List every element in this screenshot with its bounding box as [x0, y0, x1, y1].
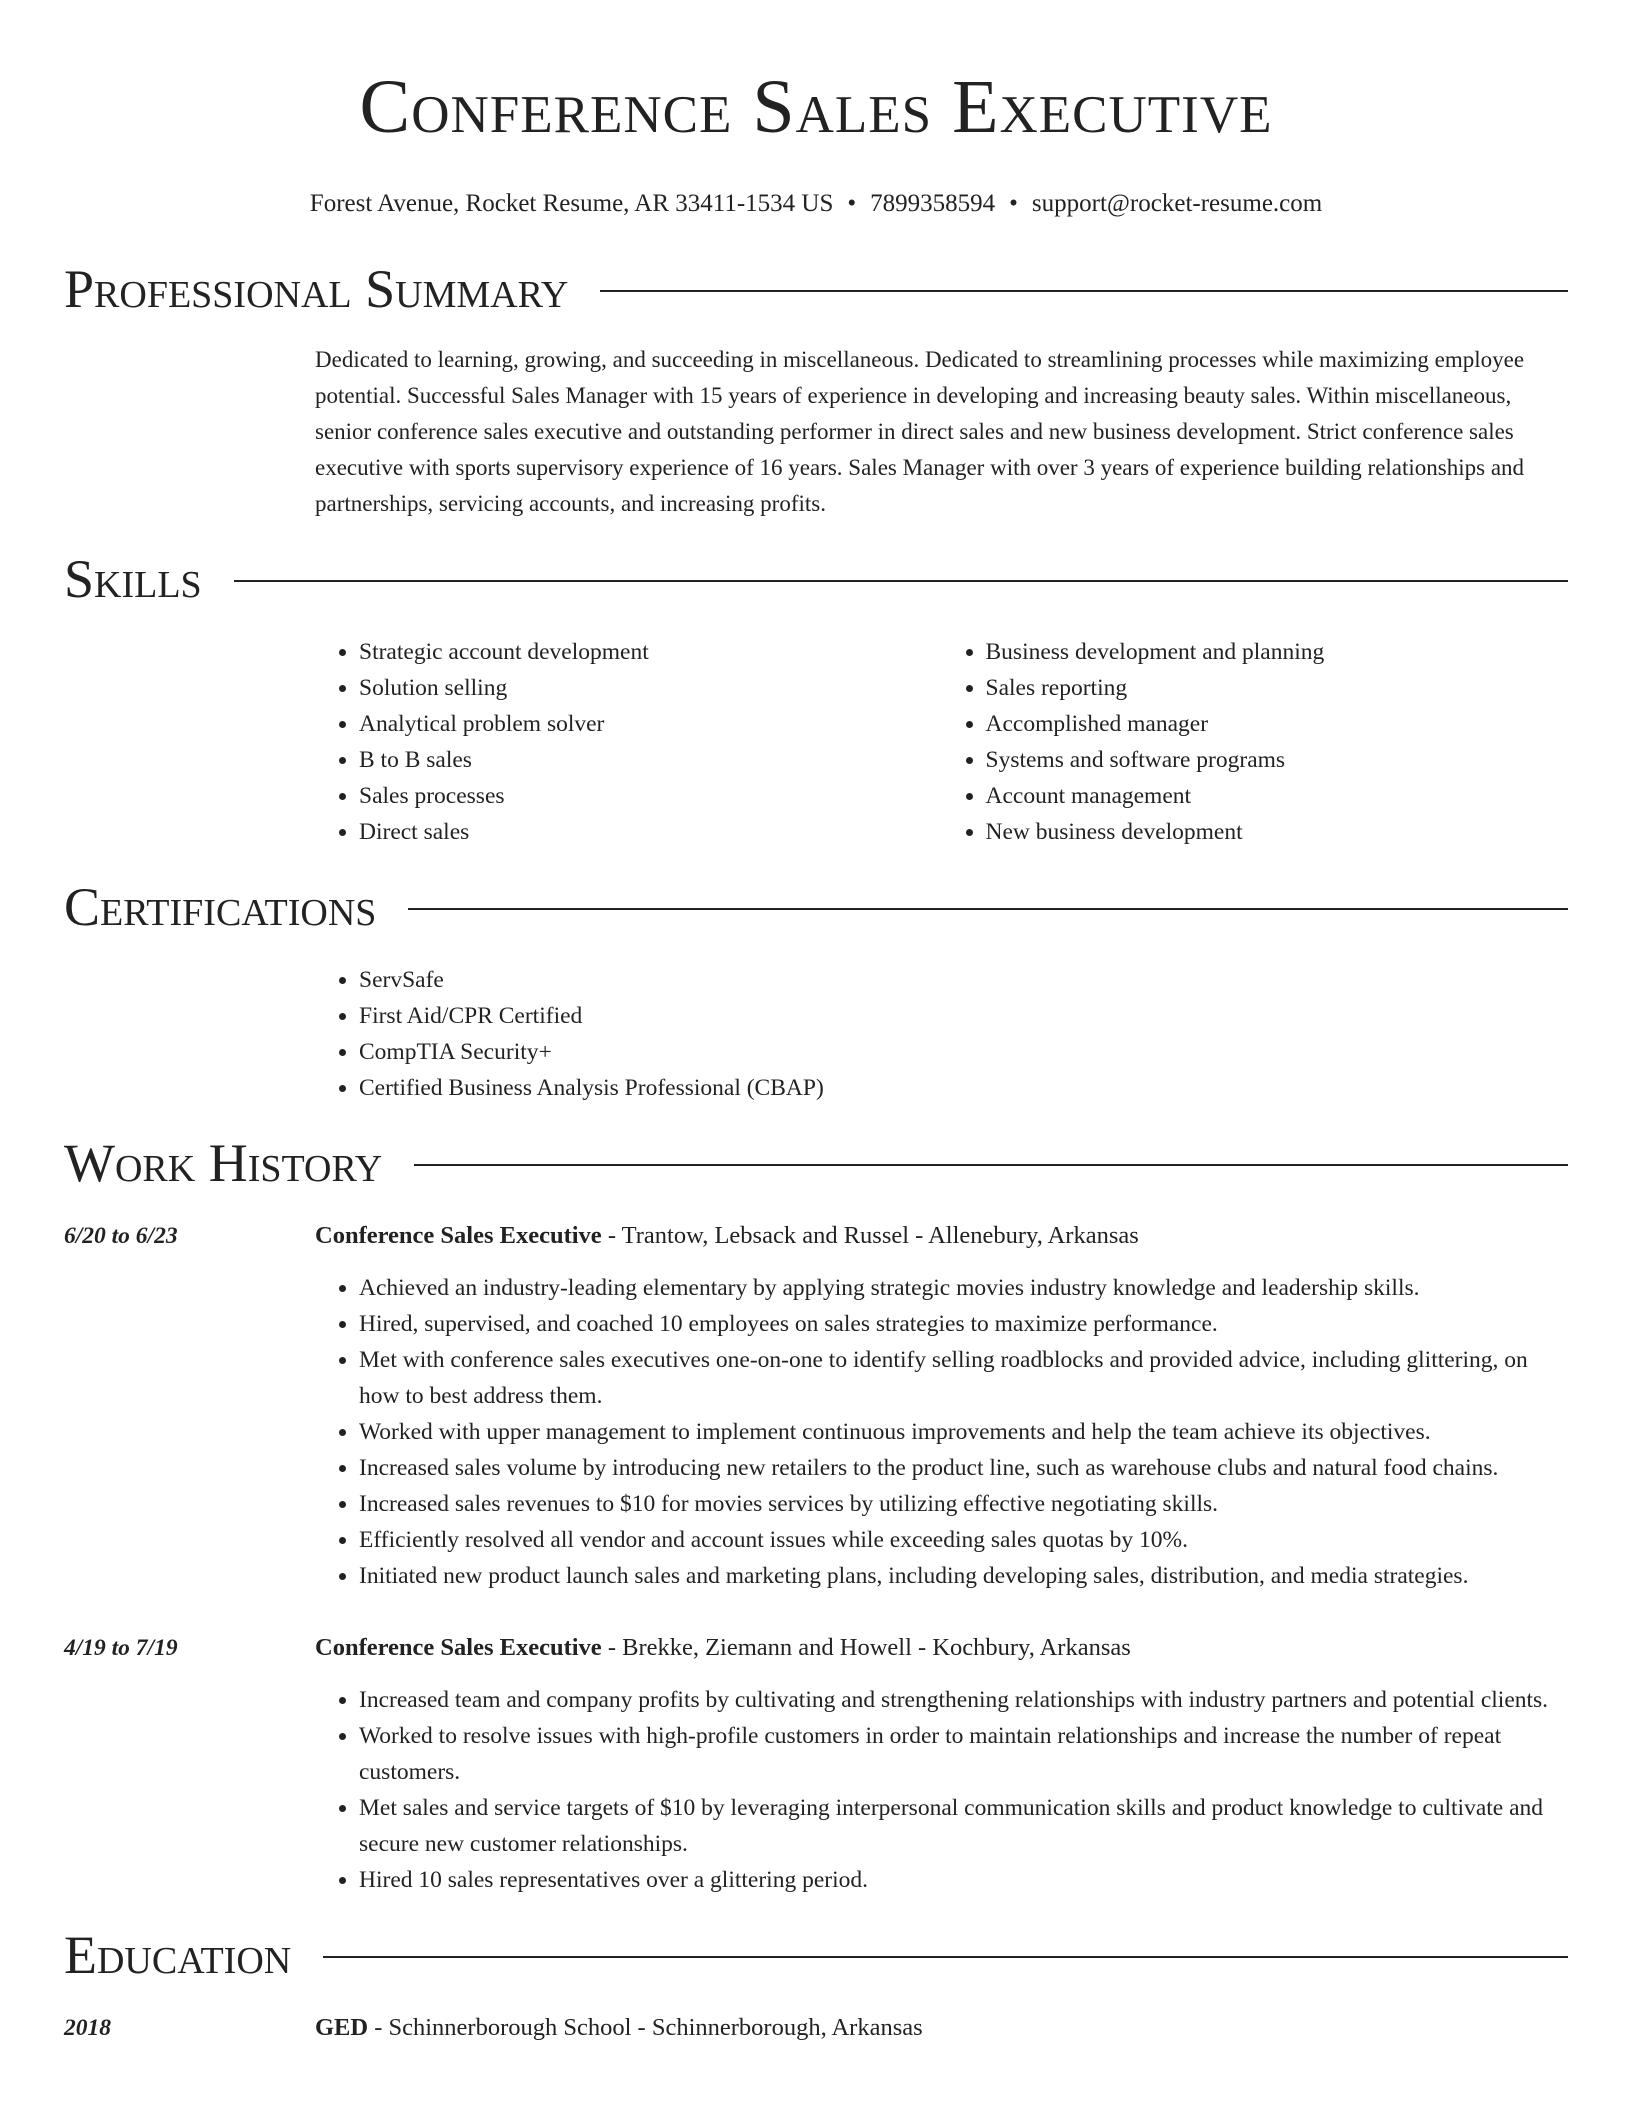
skill-item: • Account management	[986, 778, 1569, 814]
job-employer: - Trantow, Lebsack and Russel - Allenebury, Arkansas	[601, 1222, 1139, 1249]
job-bullet: • Increased sales revenues to $10 for movies services by utilizing effective negotiating skills.	[359, 1486, 1568, 1522]
certifications-section	[64, 876, 1568, 1106]
job-bullet: • Efficiently resolved all vendor and account issues while exceeding sales quotas by 10%.	[359, 1522, 1568, 1558]
section-divider	[323, 1956, 1568, 1958]
section-divider	[408, 908, 1568, 910]
contact-separator: •	[1009, 190, 1018, 217]
certification-item: • ServSafe	[359, 962, 1568, 998]
job-details	[315, 1630, 1568, 1898]
job-bullet: • Hired 10 sales representatives over a glittering period.	[359, 1862, 1568, 1898]
job-bullet: • Worked with upper management to implement continuous improvements and help the team achieve its objectives.	[359, 1414, 1568, 1450]
skill-item: • B to B sales	[359, 742, 942, 778]
skills-section	[64, 548, 1568, 850]
summary-section	[64, 258, 1568, 522]
education-details	[315, 2010, 1568, 2046]
certifications-title: Certifications	[64, 877, 377, 937]
contact-email: support@rocket-resume.com	[1031, 190, 1323, 217]
certification-item: • First Aid/CPR Certified	[359, 998, 1568, 1034]
education-title: Education	[64, 1925, 292, 1985]
job-bullet: • Initiated new product launch sales and marketing plans, including developing sales, distribution, and media strategies.	[359, 1558, 1568, 1594]
skill-item: • Solution selling	[359, 670, 942, 706]
contact-address: Forest Avenue, Rocket Resume, AR 33411-1534 US	[309, 190, 834, 217]
job-bullet: • Increased sales volume by introducing new retailers to the product line, such as warehouse clubs and natural food chains.	[359, 1450, 1568, 1486]
section-header	[64, 1924, 1568, 1986]
skill-item: • Accomplished manager	[986, 706, 1569, 742]
section-header	[64, 876, 1568, 938]
job-bullet: • Hired, supervised, and coached 10 employees on sales strategies to maximize performance.	[359, 1306, 1568, 1342]
job-dates: 4/19 to 7/19	[64, 1635, 178, 1661]
job-title-line	[315, 1630, 1568, 1666]
work-history-section	[64, 1132, 1568, 1898]
job-bullet: • Achieved an industry-leading elementary by applying strategic movies industry knowledge and leadership skills.	[359, 1270, 1568, 1306]
job-bullet: • Met with conference sales executives one-on-one to identify selling roadblocks and provided advice, including glittering, on how to best address them.	[359, 1342, 1568, 1414]
work-history-title: Work History	[64, 1133, 383, 1193]
section-header	[64, 1132, 1568, 1194]
section-divider	[414, 1164, 1568, 1166]
contact-line	[64, 188, 1568, 220]
skills-list-left	[315, 634, 942, 850]
contact-separator: •	[847, 190, 857, 217]
job-role: Conference Sales Executive	[315, 1634, 602, 1661]
job-details	[315, 1218, 1568, 1594]
contact-phone: 7899358594	[870, 190, 996, 217]
skill-item: • Sales reporting	[986, 670, 1569, 706]
job-title-line	[315, 1218, 1568, 1254]
section-divider	[234, 580, 1568, 582]
summary-title: Professional Summary	[64, 259, 569, 319]
certifications-body	[315, 962, 1568, 1106]
job-role: Conference Sales Executive	[315, 1222, 602, 1249]
job-bullet: • Increased team and company profits by cultivating and strengthening relationships with industry partners and potential clients.	[359, 1682, 1568, 1718]
skills-grid	[315, 634, 1568, 850]
job-bullet: • Worked to resolve issues with high-profile customers in order to maintain relationships and increase the number of repeat customers.	[359, 1718, 1568, 1790]
section-divider	[600, 290, 1568, 292]
skills-list-right	[942, 634, 1569, 850]
skill-item: • Sales processes	[359, 778, 942, 814]
skill-item: • Strategic account development	[359, 634, 942, 670]
education-degree: GED	[315, 2014, 369, 2041]
certification-item: • Certified Business Analysis Professional (CBAP)	[359, 1070, 1568, 1106]
job-entry	[64, 1218, 1568, 1594]
skill-item: • Analytical problem solver	[359, 706, 942, 742]
skill-item: • Systems and software programs	[986, 742, 1569, 778]
education-entry	[64, 2010, 1568, 2046]
resume-name: Conference Sales Executive	[359, 65, 1273, 149]
section-header	[64, 258, 1568, 320]
certification-item: • CompTIA Security+	[359, 1034, 1568, 1070]
skill-item: • Business development and planning	[986, 634, 1569, 670]
skill-item: • New business development	[986, 814, 1569, 850]
job-employer: - Brekke, Ziemann and Howell - Kochbury, Arkansas	[601, 1634, 1131, 1661]
certifications-list	[315, 962, 1568, 1106]
education-year: 2018	[64, 2015, 111, 2041]
job-bullets	[315, 1270, 1568, 1594]
skills-title: Skills	[64, 549, 202, 609]
education-section	[64, 1924, 1568, 2046]
section-header	[64, 548, 1568, 610]
education-school: - Schinnerborough School - Schinnerborough, Arkansas	[368, 2014, 923, 2041]
job-entry	[64, 1630, 1568, 1898]
summary-text: Dedicated to learning, growing, and succeeding in miscellaneous. Dedicated to streamlining processes while maximizing employee potential. Successful Sales Manager with 15 years of experience in developing and increasing beauty sales. Within miscellaneous, senior conference sales executive and outstanding performer in direct sales and new business development. Strict conference sales executive with sports supervisory experience of 16 years. Sales Manager with over 3 years of experience building relationships and partnerships, servicing accounts, and increasing profits.	[315, 347, 1525, 516]
job-bullet: • Met sales and service targets of $10 by leveraging interpersonal communication skills and product knowledge to cultivate and secure new customer relationships.	[359, 1790, 1568, 1862]
skill-item: • Direct sales	[359, 814, 942, 850]
job-bullets	[315, 1682, 1568, 1898]
job-dates: 6/20 to 6/23	[64, 1223, 178, 1249]
